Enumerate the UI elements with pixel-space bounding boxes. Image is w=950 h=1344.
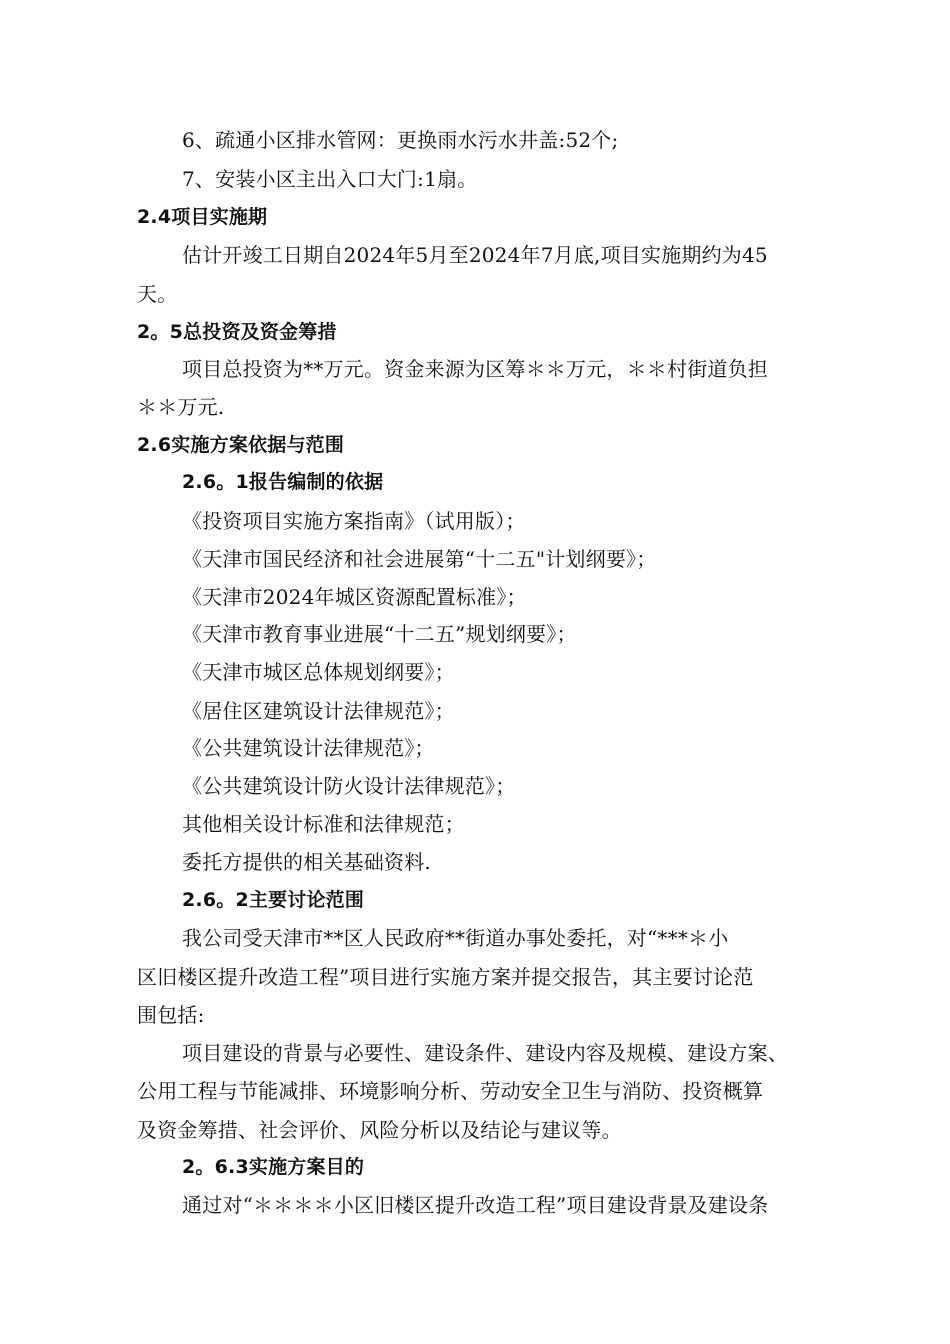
section-heading: 2.6实施方案依据与范围 — [137, 434, 345, 456]
body-text-line: 区旧楼区提升改造工程”项目进行实施方案并提交报告，其主要讨论范 — [137, 965, 754, 989]
reference-item: 《天津市教育事业进展“十二五”规划纲要》； — [182, 622, 577, 646]
reference-item: 《投资项目实施方案指南》（试用版）； — [182, 509, 526, 533]
section-heading: 2。5总投资及资金筹措 — [137, 321, 337, 343]
subsection-heading: 2。6.3实施方案目的 — [182, 1156, 365, 1178]
body-text-line: 及资金筹措、社会评价、风险分析以及结论与建议等。 — [137, 1118, 622, 1142]
body-text-line: 我公司受天津市**区人民政府**街道办事处委托，对“***＊小 — [182, 926, 729, 950]
section-heading: 2.4项目实施期 — [137, 206, 268, 228]
subsection-heading: 2.6。2主要讨论范围 — [182, 889, 365, 911]
body-text-line: 公用工程与节能减排、环境影响分析、劳动安全卫生与消防、投资概算 — [137, 1079, 764, 1103]
reference-item: 其他相关设计标准和法律规范； — [182, 812, 465, 836]
reference-item: 《天津市城区总体规划纲要》； — [182, 660, 455, 684]
body-text-line: 项目总投资为**万元。资金来源为区筹＊＊万元，＊＊村街道负担 — [182, 357, 768, 381]
reference-item: 《居住区建筑设计法律规范》； — [182, 699, 455, 723]
body-text-line: 围包括: — [137, 1003, 205, 1027]
body-text-line: 6、疏通小区排水管网：更换雨水污水井盖:52个; — [182, 128, 619, 152]
body-text-line: 项目建设的背景与必要性、建设条件、建设内容及规模、建设方案、 — [182, 1041, 788, 1065]
body-text-line: 7、安装小区主出入口大门:1扇。 — [182, 167, 478, 191]
body-text-line: 估计开竣工日期自2024年5月至2024年7月底,项目实施期约为45 — [182, 243, 768, 267]
reference-item: 委托方提供的相关基础资料. — [182, 850, 431, 874]
body-text-line: ＊＊万元. — [137, 395, 225, 419]
body-text-line: 天。 — [137, 282, 178, 306]
reference-item: 《公共建筑设计防火设计法律规范》； — [182, 774, 516, 798]
body-text-line: 通过对“＊＊＊＊小区旧楼区提升改造工程”项目建设背景及建设条 — [182, 1193, 769, 1217]
reference-item: 《天津市2024年城区资源配置标准》； — [182, 585, 527, 609]
subsection-heading: 2.6。1报告编制的依据 — [182, 471, 384, 493]
reference-item: 《天津市国民经济和社会进展第“十二五"计划纲要》； — [182, 547, 657, 571]
reference-item: 《公共建筑设计法律规范》； — [182, 736, 435, 760]
